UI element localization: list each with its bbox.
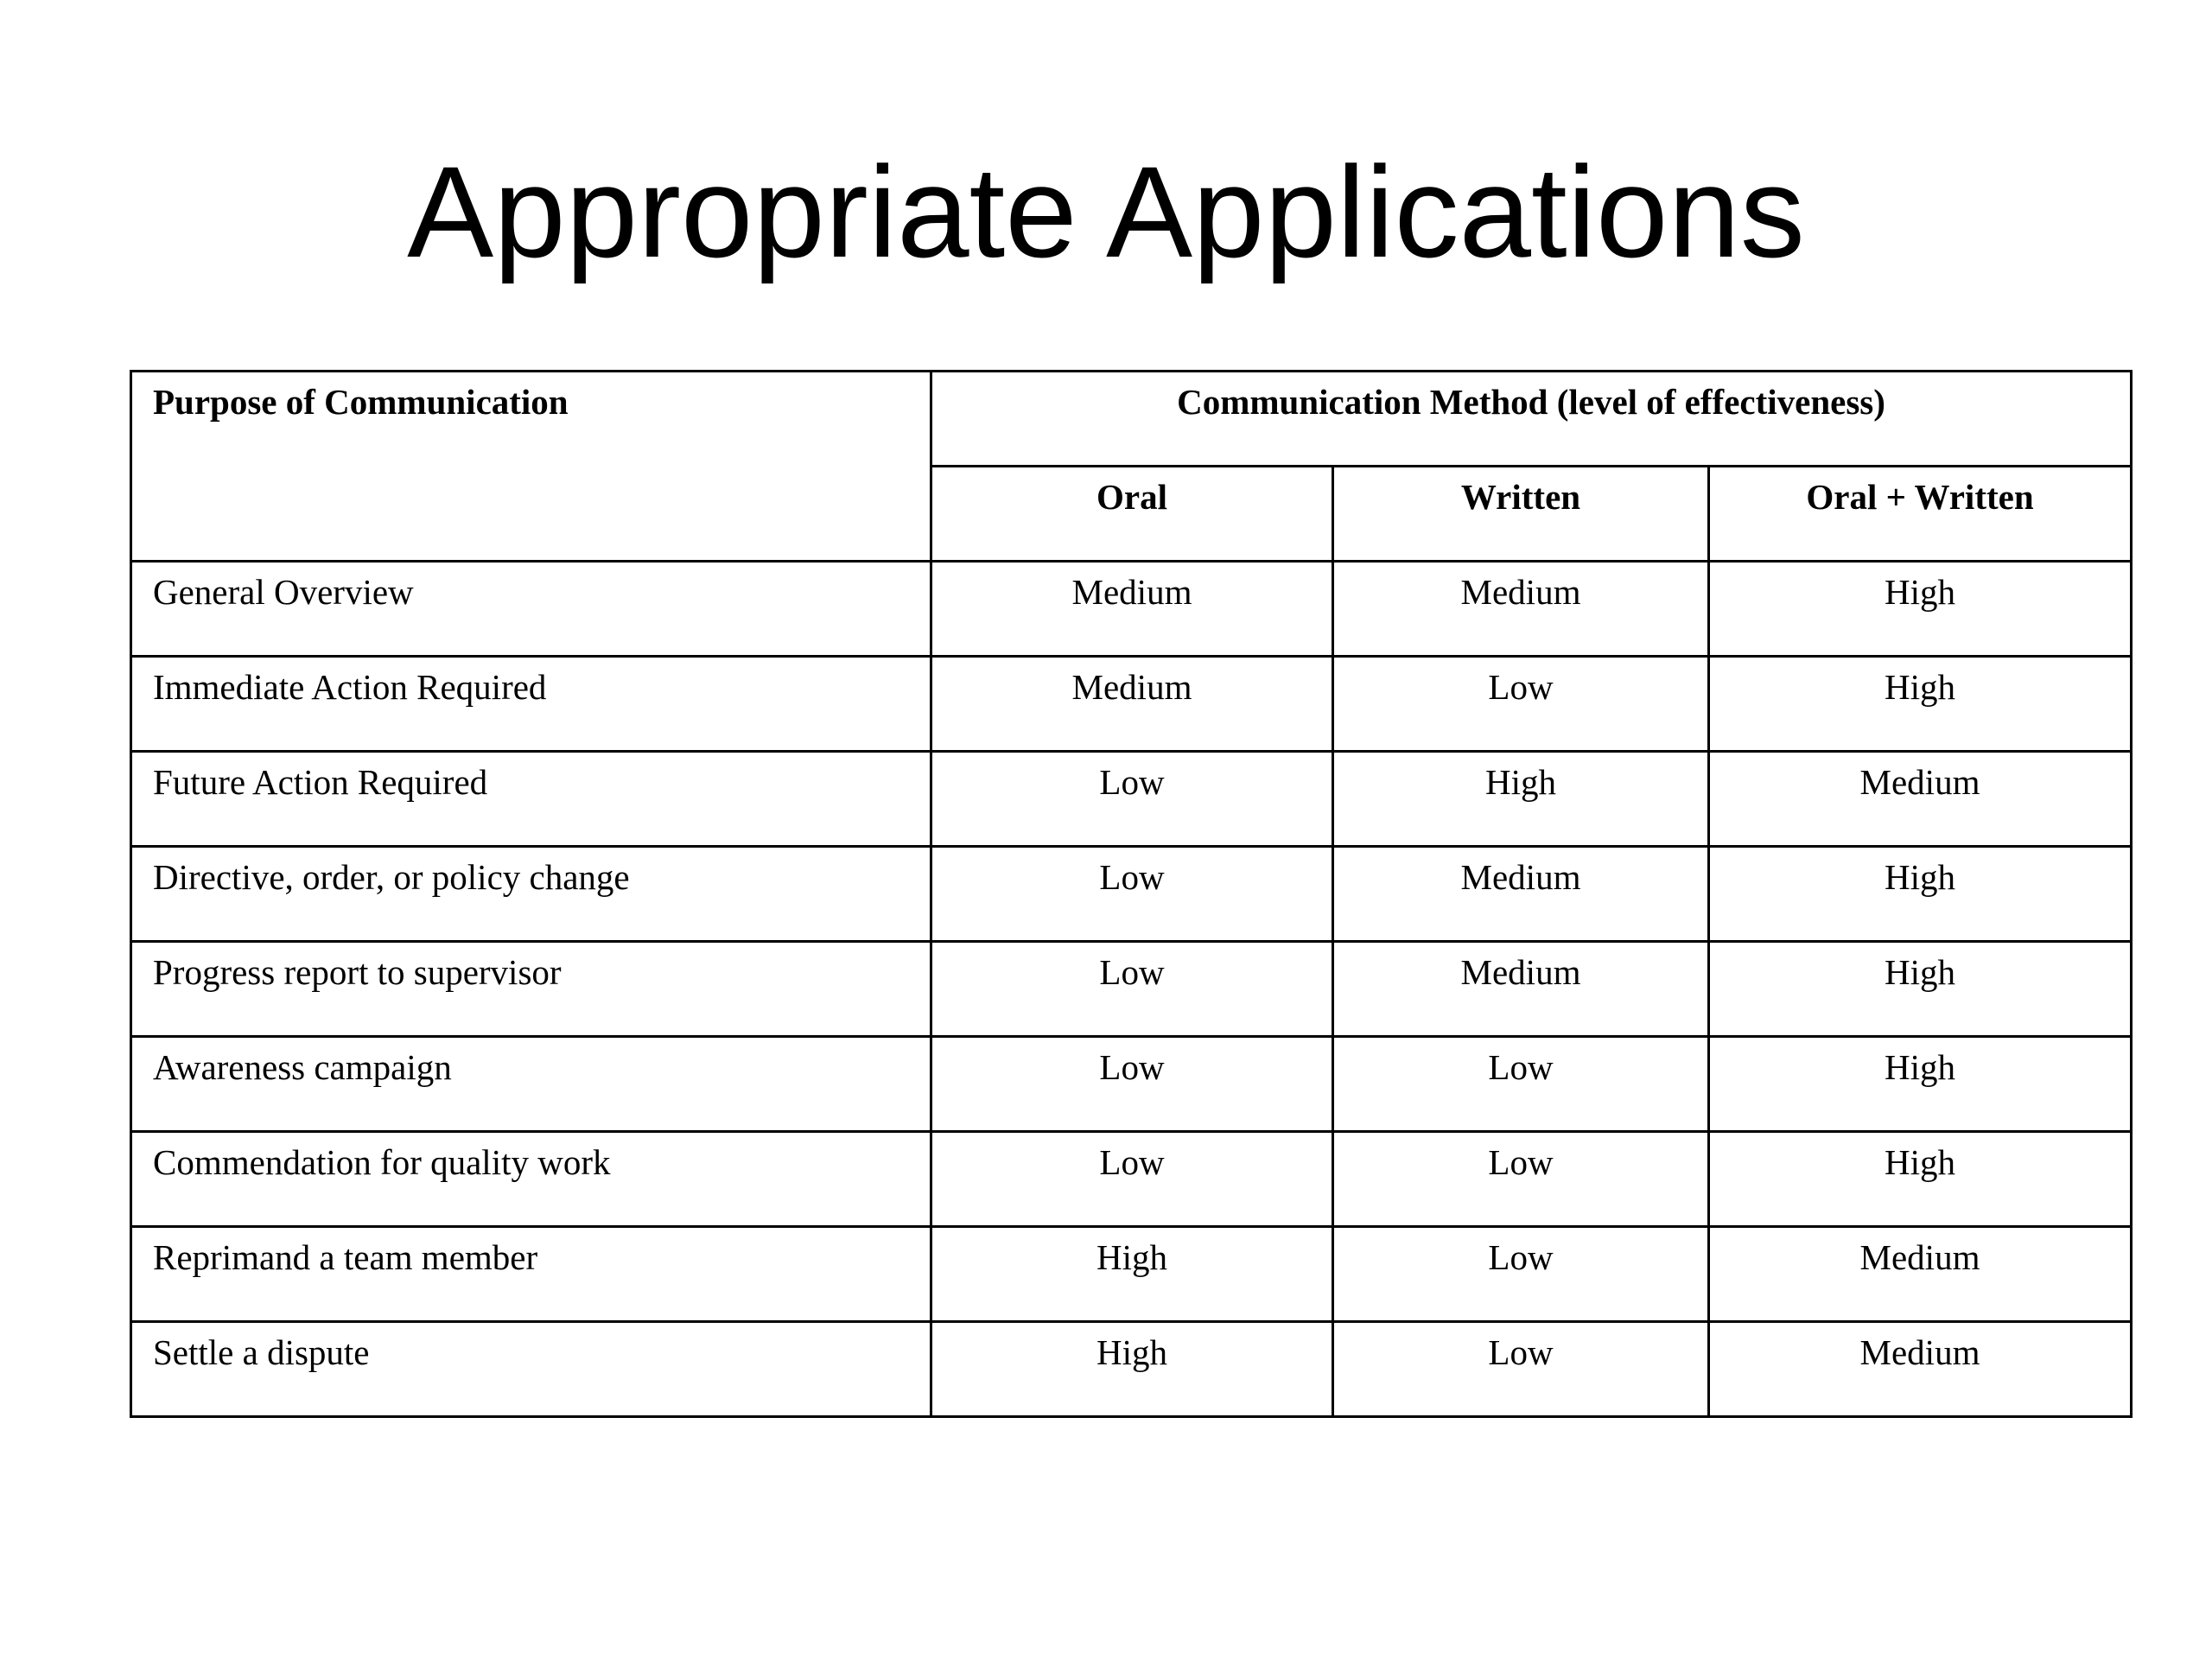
oral-written-cell: Medium: [1709, 1322, 2132, 1417]
purpose-cell: Immediate Action Required: [131, 657, 931, 752]
written-cell: Medium: [1333, 942, 1709, 1037]
table-row: [131, 1227, 2132, 1322]
oral-written-cell: High: [1709, 1037, 2132, 1132]
purpose-cell: Reprimand a team member: [131, 1227, 931, 1322]
purpose-cell: General Overview: [131, 562, 931, 657]
written-cell: Medium: [1333, 847, 1709, 942]
oral-written-cell: High: [1709, 562, 2132, 657]
written-cell: Medium: [1333, 562, 1709, 657]
table-row: [131, 657, 2132, 752]
oral-cell: High: [931, 1227, 1333, 1322]
slide-title: Appropriate Applications: [407, 139, 1805, 284]
oral-cell: Low: [931, 847, 1333, 942]
purpose-cell: Commendation for quality work: [131, 1132, 931, 1227]
communication-table: [130, 370, 2133, 1418]
written-cell: Low: [1333, 1322, 1709, 1417]
written-cell: Low: [1333, 1037, 1709, 1132]
oral-written-cell: High: [1709, 847, 2132, 942]
oral-written-cell: High: [1709, 1132, 2132, 1227]
written-cell: Low: [1333, 1132, 1709, 1227]
purpose-cell: Awareness campaign: [131, 1037, 931, 1132]
written-cell: Low: [1333, 1227, 1709, 1322]
oral-cell: Low: [931, 942, 1333, 1037]
oral-cell: Medium: [931, 562, 1333, 657]
column-header-oral-written: Oral + Written: [1709, 467, 2132, 562]
oral-written-cell: Medium: [1709, 752, 2132, 847]
header-row-1: [131, 372, 2132, 467]
table-row: [131, 942, 2132, 1037]
column-header-oral: Oral: [931, 467, 1333, 562]
purpose-header: Purpose of Communication: [131, 372, 931, 562]
purpose-cell: Future Action Required: [131, 752, 931, 847]
oral-cell: Low: [931, 1132, 1333, 1227]
table-row: [131, 1322, 2132, 1417]
oral-cell: High: [931, 1322, 1333, 1417]
purpose-cell: Directive, order, or policy change: [131, 847, 931, 942]
column-header-written: Written: [1333, 467, 1709, 562]
oral-written-cell: High: [1709, 657, 2132, 752]
method-header: Communication Method (level of effectiveness): [931, 372, 2132, 467]
oral-cell: Low: [931, 752, 1333, 847]
purpose-cell: Progress report to supervisor: [131, 942, 931, 1037]
written-cell: High: [1333, 752, 1709, 847]
purpose-cell: Settle a dispute: [131, 1322, 931, 1417]
table-row: [131, 1037, 2132, 1132]
table-row: [131, 847, 2132, 942]
oral-written-cell: High: [1709, 942, 2132, 1037]
oral-written-cell: Medium: [1709, 1227, 2132, 1322]
table-row: [131, 752, 2132, 847]
table-row: [131, 1132, 2132, 1227]
oral-cell: Medium: [931, 657, 1333, 752]
oral-cell: Low: [931, 1037, 1333, 1132]
written-cell: Low: [1333, 657, 1709, 752]
table-row: [131, 562, 2132, 657]
